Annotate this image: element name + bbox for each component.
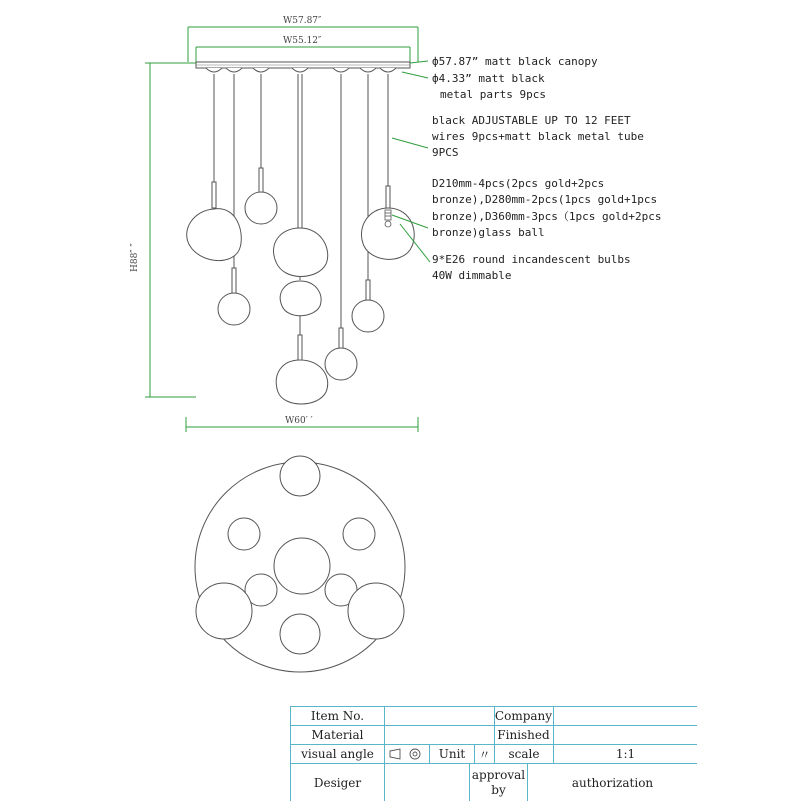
authorization-label: authorization (571, 775, 654, 790)
annotation-glass-4: bronze)glass ball (432, 226, 545, 239)
annotation-bulbs-2: 40W dimmable (432, 269, 512, 282)
dimension-bottom-width: W60′ ′ (285, 416, 313, 426)
dimension-height: H88″ ″ (130, 243, 140, 272)
visual-angle-label: visual angle (301, 747, 374, 761)
approval-by-label (470, 764, 527, 801)
dimension-top-inner: W55.12″ (283, 36, 322, 46)
title-block (290, 706, 697, 801)
approval-line-2: by (491, 782, 506, 797)
plan-view (195, 456, 405, 672)
scale-value: 1:1 (615, 747, 636, 761)
designer-label: Desiger (313, 775, 362, 790)
annotation-wires-3: 9PCS (432, 146, 459, 159)
annotation-metal-parts-1: ф4.33” matt black (432, 72, 545, 85)
material-label: Material (311, 728, 364, 742)
dimension-top-outer: W57.87″ (283, 16, 322, 26)
scale-label: scale (508, 747, 540, 761)
projection-symbol-icon (385, 745, 429, 763)
annotation-metal-parts-2: metal parts 9pcs (440, 88, 546, 101)
annotation-wires-1: black ADJUSTABLE UP TO 12 FEET (432, 114, 631, 127)
annotation-glass-3: bronze),D360mm-3pcs（1pcs gold+2pcs (432, 210, 662, 223)
approval-line-1: approval (471, 767, 526, 782)
annotation-glass-1: D210mm-4pcs(2pcs gold+2pcs (432, 177, 605, 190)
annotation-glass-2: bronze),D280mm-2pcs(1pcs gold+1pcs (432, 193, 658, 206)
company-label: Company (494, 709, 553, 723)
bulb-detail (385, 210, 391, 227)
annotation-canopy: ф57.87” matt black canopy (432, 55, 598, 68)
annotation-wires-2: wires 9pcs+matt black metal tube (432, 130, 644, 143)
unit-value: 〃 (478, 747, 491, 762)
item-no-label: Item No. (310, 709, 365, 723)
annotation-bulbs-1: 9*E26 round incandescent bulbs (432, 253, 631, 266)
finished-label: Finished (497, 728, 550, 742)
unit-label: Unit (438, 747, 466, 761)
pendants (187, 68, 415, 404)
